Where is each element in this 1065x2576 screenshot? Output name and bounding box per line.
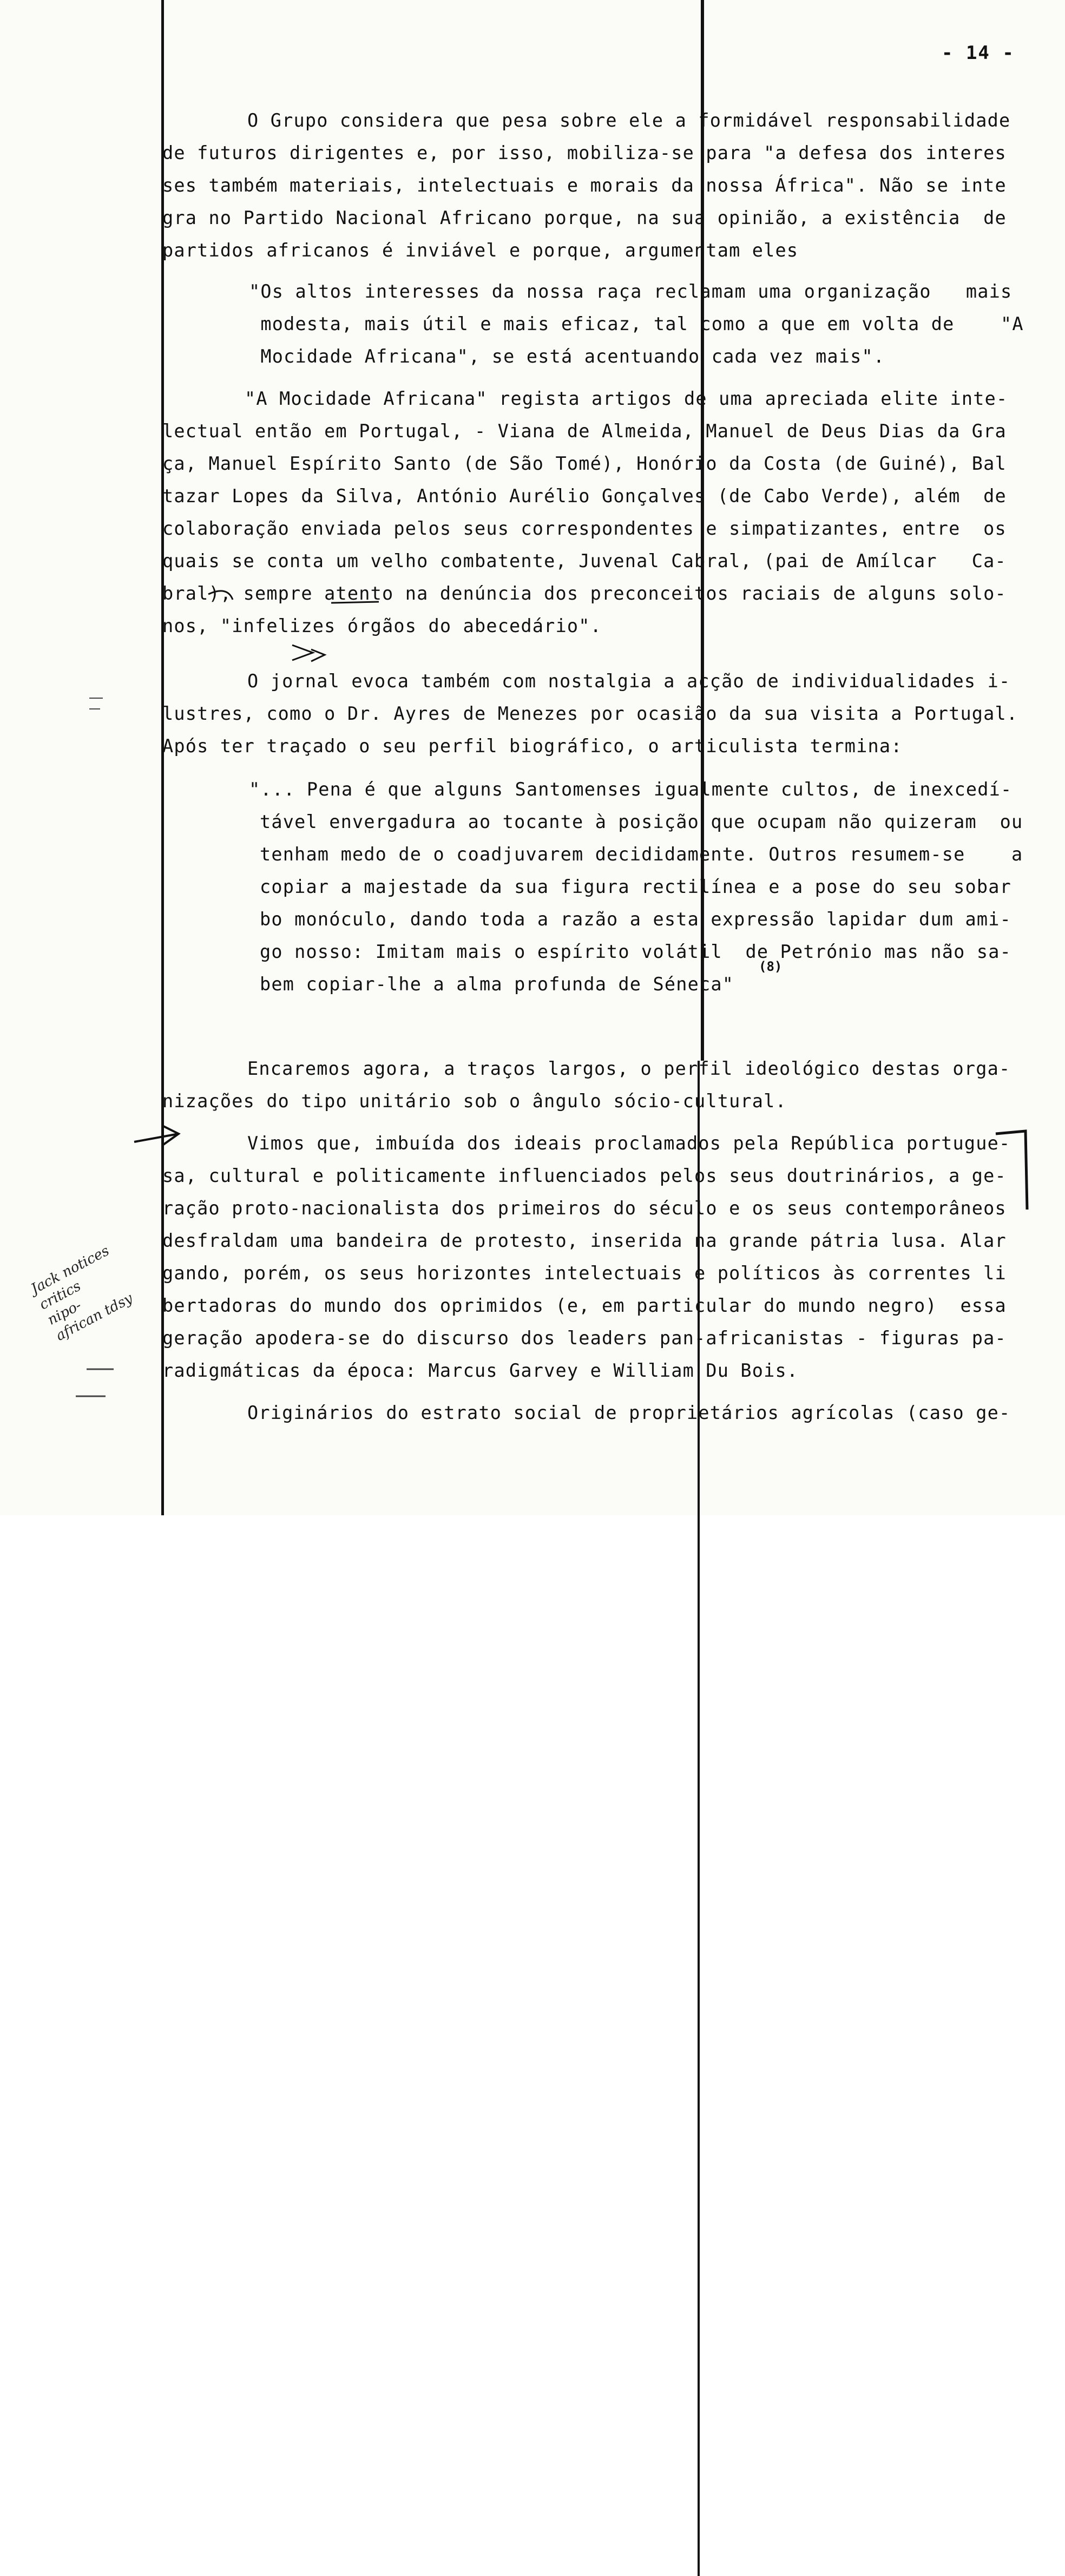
paragraph-5-line-4: desfraldam uma bandeira de protesto, inserida na grande pátria lusa. Alar xyxy=(162,1230,1007,1251)
margin-bracket-mark xyxy=(996,1131,1027,1210)
paragraph-1-line-2: de futuros dirigentes e, por isso, mobiliza-se para "a defesa dos interes xyxy=(162,142,1007,163)
paragraph-1-line-3: ses também materiais, intelectuais e morais da nossa África". Não se inte xyxy=(162,175,1007,196)
quote-2-line-3: tenham medo de o coadjuvarem decididamente. Outros resumem-se a xyxy=(260,844,1023,865)
paragraph-2-line-3: ça, Manuel Espírito Santo (de São Tomé), Honório da Costa (de Guiné), Bal xyxy=(162,453,1007,474)
paragraph-3-line-3: Após ter traçado o seu perfil biográfico, o articulista termina: xyxy=(162,735,903,757)
paragraph-3-line-1: O jornal evoca também com nostalgia a acção de individualidades i- xyxy=(247,671,1011,692)
margin-dash-mark xyxy=(76,1369,114,1396)
chevron-mark xyxy=(292,645,325,661)
page-number: - 14 - xyxy=(942,42,1015,64)
quote-2-line-4: copiar a majestade da sua figura rectilínea e a pose do seu sobar xyxy=(260,876,1011,897)
margin-arrow-mark xyxy=(134,1126,179,1145)
paragraph-2-line-5: colaboração enviada pelos seus correspondentes e simpatizantes, entre os xyxy=(162,518,1007,539)
quote-2-line-5: bo monóculo, dando toda a razão a esta expressão lapidar dum ami- xyxy=(260,909,1011,930)
paragraph-5-line-6: bertadoras do mundo dos oprimidos (e, em particular do mundo negro) essa xyxy=(162,1295,1007,1316)
paragraph-1-line-1: O Grupo considera que pesa sobre ele a formidável responsabilidade xyxy=(247,110,1011,131)
paragraph-3-line-2: lustres, como o Dr. Ayres de Menezes por ocasião da sua visita a Portugal. xyxy=(162,703,1018,724)
margin-tick-mark xyxy=(89,698,103,709)
paragraph-1-line-5: partidos africanos é inviável e porque, argumentam eles xyxy=(162,240,799,261)
paragraph-6-line-1: Originários do estrato social de proprietários agrícolas (caso ge- xyxy=(247,1402,1011,1423)
quote-1-line-3: Mocidade Africana", se está acentuando cada vez mais". xyxy=(249,346,885,367)
paragraph-2-line-1: "A Mocidade Africana" regista artigos de uma apreciada elite inte- xyxy=(245,388,1008,409)
paragraph-2-line-7: bral), sempre atento na denúncia dos preconceitos raciais de alguns solo- xyxy=(162,583,1007,604)
paragraph-5-line-2: sa, cultural e politicamente influenciados pelos seus doutrinários, a ge- xyxy=(162,1165,1007,1186)
strikethrough-mark xyxy=(208,591,233,600)
paragraph-2-line-4: tazar Lopes da Silva, António Aurélio Gonçalves (de Cabo Verde), além de xyxy=(162,485,1007,507)
paragraph-2-line-6: quais se conta um velho combatente, Juvenal Cabral, (pai de Amílcar Ca- xyxy=(162,550,1007,571)
quote-2-line-1: "... Pena é que alguns Santomenses igualmente cultos, de inexcedí- xyxy=(249,779,1013,800)
paragraph-5-line-3: ração proto-nacionalista dos primeiros do século e os seus contemporâneos xyxy=(162,1198,1007,1219)
paragraph-5-line-8: radigmáticas da época: Marcus Garvey e William Du Bois. xyxy=(162,1360,799,1381)
underline-mark xyxy=(331,602,379,603)
paragraph-5-line-7: geração apodera-se do discurso dos leaders pan-africanistas - figuras pa- xyxy=(162,1328,1007,1349)
paragraph-4-line-2: nizações do tipo unitário sob o ângulo sócio-cultural. xyxy=(162,1090,787,1112)
footnote-reference: (8) xyxy=(759,959,783,974)
paragraph-4-line-1: Encaremos agora, a traços largos, o perfil ideológico destas orga- xyxy=(247,1058,1011,1079)
quote-2-line-7: bem copiar-lhe a alma profunda de Séneca" xyxy=(260,974,734,995)
paragraph-1-line-4: gra no Partido Nacional Africano porque, na sua opinião, a existência de xyxy=(162,207,1007,228)
quote-2-line-2: tável envergadura ao tocante à posição que ocupam não quizeram ou xyxy=(260,811,1023,832)
quote-2-line-6: go nosso: Imitam mais o espírito volátil de Petrónio mas não sa- xyxy=(260,941,1011,962)
handwritten-margin-note: Jack notices critics nipo- african tdsy xyxy=(28,1243,136,1344)
paragraph-5-line-1: Vimos que, imbuída dos ideais proclamados pela República portugue- xyxy=(247,1133,1011,1154)
quote-1-line-1: "Os altos interesses da nossa raça reclamam uma organização mais xyxy=(249,281,1013,302)
paragraph-2-line-2: lectual então em Portugal, - Viana de Almeida, Manuel de Deus Dias da Gra xyxy=(162,420,1007,442)
paragraph-5-line-5: gando, porém, os seus horizontes intelectuais e políticos às correntes li xyxy=(162,1263,1007,1284)
quote-1-line-2: modesta, mais útil e mais eficaz, tal como a que em volta de "A xyxy=(249,313,1024,334)
paragraph-2-line-8: nos, "infelizes órgãos do abecedário". xyxy=(162,615,602,636)
